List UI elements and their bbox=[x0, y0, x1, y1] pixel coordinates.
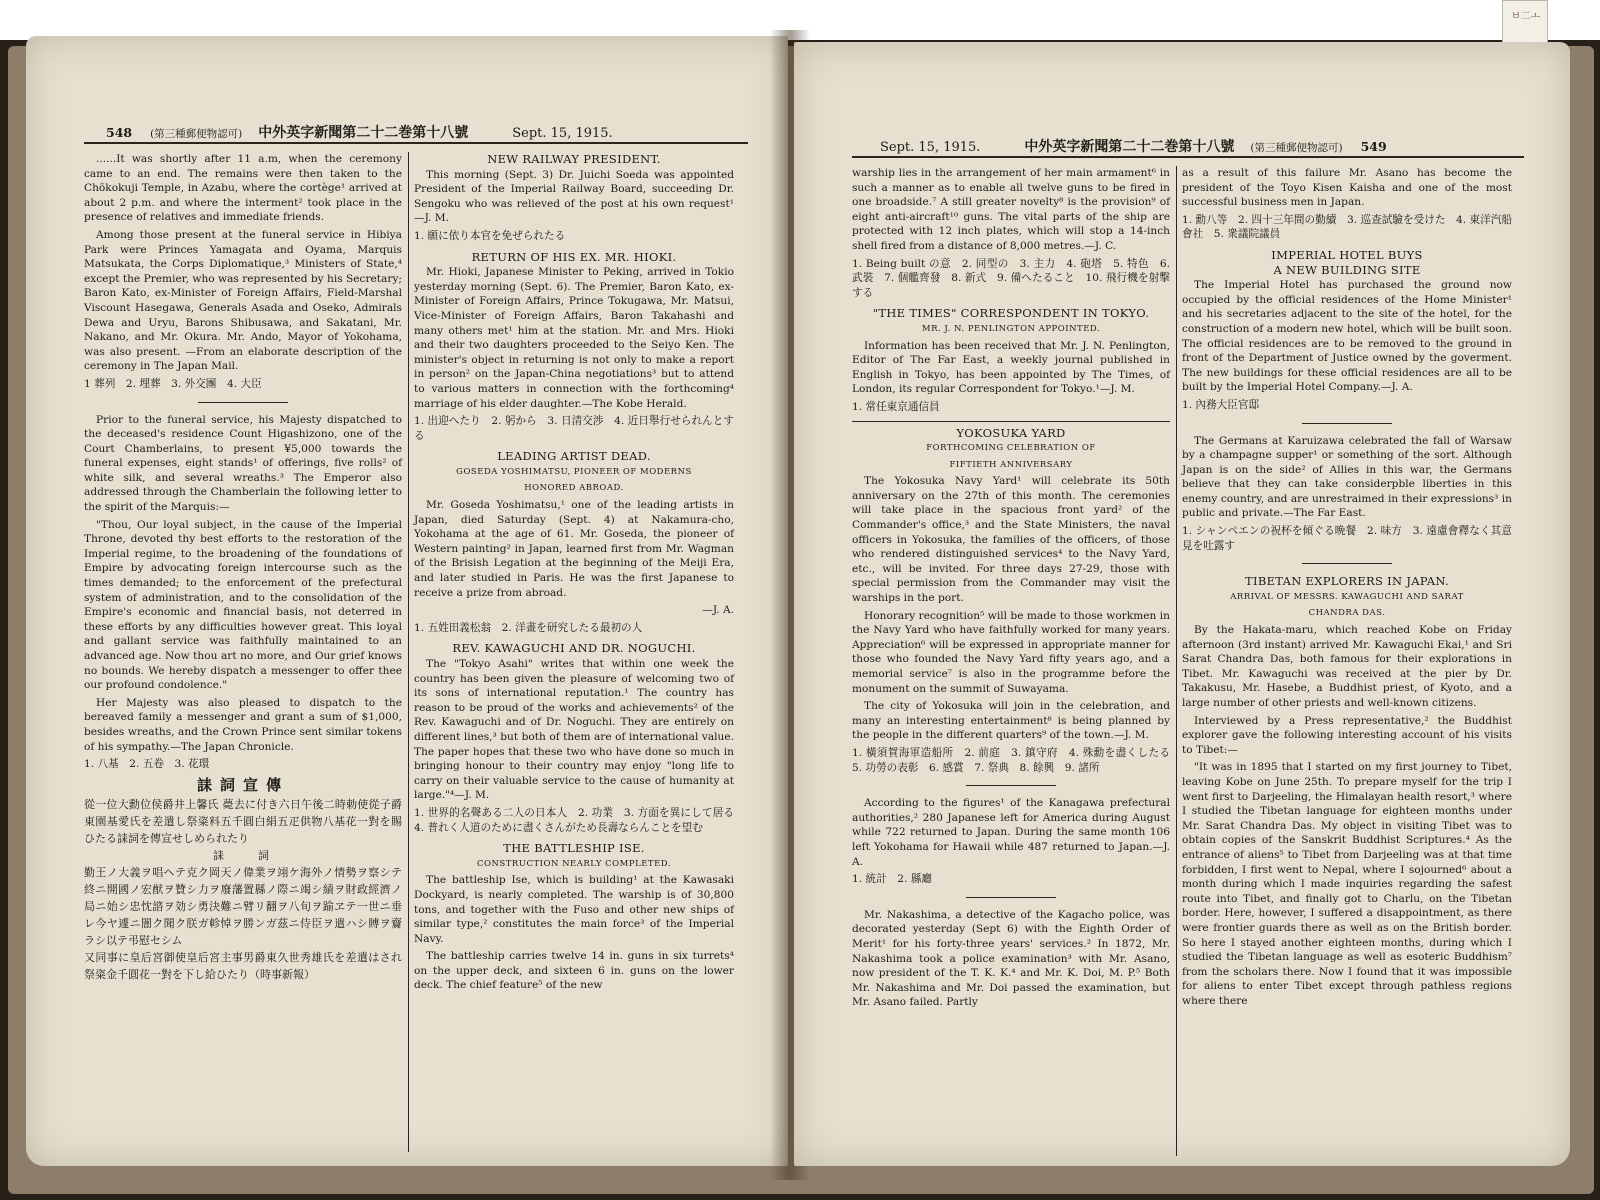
page-number: 549 bbox=[1360, 139, 1387, 154]
article-paragraph: This morning (Sept. 3) Dr. Juichi Soeda was appointed President of the Imperial Railway Board, succeeding Dr. Sengoku who was relieved of the post at his own request¹—J. M. bbox=[414, 168, 734, 225]
article-paragraph: By the Hakata-maru, which reached Kobe on Friday afternoon (3rd instant) arrived Mr. Kawaguchi Ekai,¹ and Sri Sarat Chandra Das, both famous for their explorations in Tibet. Mr. Kawaguchi was received at the pier by Dr. Takakusu, Mr. Hasebe, a Buddhist priest, of Kyoto, and a large number of other priests and well-known citizens. bbox=[1182, 624, 1512, 709]
glossary-line: 1. 八基 2. 五卷 3. 花環 bbox=[84, 758, 210, 771]
article-subheading: CONSTRUCTION NEARLY COMPLETED. bbox=[476, 858, 672, 869]
left-column-1 bbox=[84, 152, 402, 1152]
section-separator bbox=[852, 421, 1170, 422]
article-subheading: MR. J. N. PENLINGTON APPOINTED. bbox=[921, 323, 1101, 334]
newspaper-title: 中外英字新聞第二十二巻第十八號 bbox=[258, 125, 469, 141]
article-heading: A NEW BUILDING SITE bbox=[1273, 262, 1421, 277]
section-separator bbox=[966, 785, 1056, 786]
page-number: 548 bbox=[106, 125, 133, 140]
article-paragraph: The Yokosuka Navy Yard¹ will celebrate its 50th anniversary on the 27th of this month. The ceremonies will take place in the spacious front yard² of the Commander's office,³ and the State Ministers, the naval officers in Yokosuka, the families of the officers, of those who rendered distinguished services⁴ to the Navy Yard, etc., will be invited. For three days 27-29, those with special permission from the Commander may visit the warships in the port. bbox=[852, 475, 1170, 605]
article-subheading: HONORED ABROAD. bbox=[524, 483, 624, 494]
postal-permit: (第三種郵便物認可) bbox=[150, 128, 243, 140]
article-paragraph: "Thou, Our loyal subject, in the cause of the Imperial Throne, devoted thy best efforts to the restoration of the Imperial regime, to the broadening of the foundations of Empire by advocating foreign intercourse such as the times demanded; to the enforcement of the prefectural system of administration, and to the consolidation of the Empire's economic and financial basis, not deterred in these efforts by any difficulties however great. This loyal and gallant service was faithfully maintained to an advanced age. Now thou art no more, and Our grief knows no bounds. We hereby dispatch a messenger to offer thee our profound condolence." bbox=[84, 518, 402, 692]
section-separator bbox=[1302, 563, 1392, 564]
issue-date: Sept. 15, 1915. bbox=[512, 126, 613, 141]
binding-tag: ㅂ二ㅗ bbox=[1502, 0, 1548, 44]
article-subheading: GOSEDA YOSHIMATSU, PIONEER OF MODERNS bbox=[456, 466, 692, 477]
glossary-line: 1. 世界的名聲ある二人の日本人 2. 功業 3. 方面を異にして居る 4. 普れく人道のために盡くさんがため長壽ならんことを望む bbox=[414, 806, 745, 834]
article-paragraph: The city of Yokosuka will join in the celebration, and many an interesting entertainment⁸ is being planned by the people in the different quarters⁹ of the town.—J. M. bbox=[852, 700, 1170, 742]
section-separator bbox=[198, 402, 288, 403]
article-paragraph: ......It was shortly after 11 a.m, when the ceremony came to an end. The remains were then taken to the Chōkokuji Temple, in Azabu, where the cortège¹ arrived at about 2 p.m. and where the interment² took place in the presence of relatives and immediate friends. bbox=[84, 153, 402, 224]
article-heading: NEW RAILWAY PRESIDENT. bbox=[487, 152, 661, 166]
japanese-subtitle: 誄 詞 bbox=[213, 849, 273, 863]
article-paragraph: warship lies in the arrangement of her main armament⁶ in such a manner as to enable all twelve guns to be fired in one broadside.⁷ A still greater novelty⁸ is the provision⁹ of eight anti-aircraft¹⁰ guns. The vital parts of the ship are protected with 12 inch plates, which will stop a 14-inch shell fired from a distance of 8,000 metres.—J. C. bbox=[852, 167, 1170, 252]
glossary-line: 1. 內務大臣官邸 bbox=[1182, 398, 1260, 411]
right-page bbox=[794, 42, 1570, 1166]
column-rule bbox=[408, 152, 409, 1152]
article-paragraph: Interviewed by a Press representative,² the Buddhist explorer gave the following interesting account of his visits to Tibet:— bbox=[1182, 714, 1512, 756]
article-paragraph: Mr. Nakashima, a detective of the Kagacho police, was decorated yesterday (Sept 6) with the Eighth Order of Merit¹ for his forty-three years' services.² In 1872, Mr. Nakashima took a police examination³ with Mr. Asano, now president of the T. K. K.⁴ and Mr. K. Doi, M. P.⁵ Both Mr. Nakashima and Mr. Doi passed the examination, but Mr. Asano failed. Partly bbox=[852, 908, 1170, 1009]
glossary-line: 1. 常任東京通信員 bbox=[852, 400, 940, 413]
article-paragraph: Honorary recognition⁵ will be made to those workmen in the Navy Yard who have faithfully worked for many years. Appreciation⁶ will be expressed in appropriate manner for those who founded the Navy Yard fifty years ago, and a memorial service⁷ is also in the programme before the monument on the summit of Suwayama. bbox=[852, 609, 1170, 695]
article-subheading: CHANDRA DAS. bbox=[1308, 608, 1386, 619]
column-rule bbox=[1176, 166, 1177, 1156]
article-paragraph: as a result of this failure Mr. Asano has become the president of the Toyo Kisen Kaisha and one of the most successful business men in Japan. bbox=[1182, 167, 1512, 209]
header-rule bbox=[84, 142, 748, 144]
glossary-line: 1. Being built の意 2. 同型の 3. 主力 4. 砲塔 5. 特色 6. 武裝 7. 個艦齊發 8. 新式 9. 備へたること 10. 飛行機を射擊する bbox=[852, 257, 1170, 299]
article-paragraph: Among those present at the funeral service in Hibiya Park were Princes Yamagata and Oyama, Marquis Matsukata, the Corps Diplomatique,³ Ministers of State,⁴ except the Premier, who was represented by his Secretary; Baron Kato, ex-Minister of Foreign Affairs, Field-Marshal Viscount Hasegawa, Generals Asada and Oseko, Admirals Dewa and Uryu, Barons Shibusawa, and Sakatani, Mr. Nakano, and Mr. Okura. Mr. Ando, Mayor of Yokohama, was also present. —From an elaborate description of the ceremony in The Japan Mail. bbox=[84, 228, 402, 373]
section-separator bbox=[966, 897, 1056, 898]
header-rule bbox=[852, 156, 1524, 158]
section-separator bbox=[1302, 423, 1392, 424]
glossary-line: 1. 五姓田義松翁 2. 洋畫を研究したる最初の人 bbox=[414, 621, 643, 634]
glossary-line: 1. 勳八等 2. 四十三年間の勤續 3. 巡查試驗を受けた 4. 東洋汽船會社 5. 衆議院議員 bbox=[1182, 213, 1512, 241]
right-column-1 bbox=[852, 166, 1181, 1156]
article-paragraph: Information has been received that Mr. J. N. Penlington, Editor of The Far East, a weekly journal published in English in Tokyo, has been appointed by The Times, of London, its regular Correspondent for Tokyo.¹—J. M. bbox=[852, 339, 1170, 396]
glossary-line: 1. 橫須賀海軍造船所 2. 前庭 3. 鎮守府 4. 殊勳を盡くしたる 5. 功勞の表彰 6. 感賞 7. 祭典 8. 餘興 9. 諸所 bbox=[852, 746, 1181, 774]
glossary-line: 1. 願に依り本官を免ぜられたる bbox=[414, 229, 566, 242]
glossary-line: 1. 統計 2. 縣廳 bbox=[852, 873, 932, 886]
article-heading: THE BATTLESHIP ISE. bbox=[503, 841, 645, 856]
glossary-line: 1. 出迎へたり 2. 躬から 3. 日清交渉 4. 近日舉行せられんとする bbox=[414, 415, 734, 442]
article-heading: YOKOSUKA YARD bbox=[956, 425, 1066, 440]
article-subheading: ARRIVAL OF MESSRS. KAWAGUCHI AND SARAT bbox=[1230, 591, 1464, 602]
japanese-text: 勤王ノ大義ヲ唱ヘテ克ク岡天ノ偉業ヲ翊ケ海外ノ情勢ヲ察シテ終ニ開國ノ宏猷ヲ贊シ力ヲ廢藩置縣ノ際ニ竭シ績ヲ財政經濟ノ局ニ始シ忠忱諮ヲ効シ勇決難ニ臂リ翻ヲ八旬ヲ踰ヱテ一世ニ垂レ今ヤ遽ニ闇ク聞ク朕ガ軫悼ヲ勝ンガ茲ニ侍臣ヲ遣ハシ賻ヲ齎ラシ以テ弔慰セシム bbox=[84, 866, 402, 948]
article-paragraph: Mr. Hioki, Japanese Minister to Peking, arrived in Tokio yesterday morning (Sept. 6). The Premier, Baron Kato, ex-Minister of Foreign Affairs, Prince Tokugawa, Mr. Matsui, Vice-Minister of Foreign Affairs, Baron Takahashi and many others met¹ him at the station. Mr. and Mrs. Hioki and their two daughters proceeded to the Seiyo Ken. The minister's object in returning is not only to make a report in person² on the Japan-China negotiations³ but to attend to various matters in connection with the forthcoming⁴ marriage of his elder daughter.—The Kobe Herald. bbox=[414, 266, 734, 410]
issue-date: Sept. 15, 1915. bbox=[880, 140, 981, 155]
article-heading: RETURN OF HIS EX. MR. HIOKI. bbox=[471, 249, 677, 264]
article-heading: "THE TIMES" CORRESPONDENT IN TOKYO. bbox=[872, 306, 1150, 321]
article-paragraph: According to the figures¹ of the Kanagawa prefectural authorities,² 280 Japanese left for America during August while 722 returned to Japan. During the same month 106 left Yokohama for Hawaii while 487 returned to Japan.—J. A. bbox=[852, 797, 1170, 868]
article-paragraph: Her Majesty was also pleased to dispatch to the bereaved family a messenger and grant a sum of $1,000, besides wreaths, and the Crown Prince sent similar tokens of his sympathy.—The Japan Chronicle. bbox=[84, 696, 402, 753]
glossary-line: 1 葬列 2. 埋葬 3. 外交團 4. 大臣 bbox=[84, 377, 262, 390]
article-subheading: FORTHCOMING CELEBRATION OF bbox=[926, 443, 1096, 454]
article-subheading: FIFTIETH ANNIVERSARY bbox=[949, 459, 1073, 470]
article-heading: TIBETAN EXPLORERS IN JAPAN. bbox=[1245, 574, 1449, 589]
article-paragraph: The battleship carries twelve 14 in. guns in six turrets⁴ on the upper deck, and sixteen 6 in. guns on the lower deck. The chief feature⁵ of the new bbox=[414, 950, 734, 992]
article-paragraph: Mr. Goseda Yoshimatsu,¹ one of the leading artists in Japan, died Saturday (Sept. 4) at Nakamura-cho, Yokohama at the age of 61. Mr. Goseda, the pioneer of Western painting² in Japan, learned first from Mr. Wagman of the Brisish Legation at the beginning of the Meiji Era, and later studied in Paris. He was the first Japanese to receive a prize from abroad. bbox=[414, 499, 734, 599]
newspaper-title: 中外英字新聞第二十二巻第十八號 bbox=[1024, 139, 1235, 155]
japanese-title: 誄詞宣傳 bbox=[196, 775, 289, 794]
left-column-2 bbox=[414, 152, 745, 1152]
right-page-header bbox=[880, 136, 1387, 156]
glossary-line: 1. シャンペエンの祝杯を傾ぐる晩餐 2. 味方 3. 遠慮會釋なく其意見を吐露す bbox=[1182, 525, 1512, 552]
article-paragraph: "It was in 1895 that I started on my first journey to Tibet, leaving Kobe on June 25th. To prepare myself for the trip I went first to Darjeeling, the Himalayan health resort,³ where I studied the Tibetan language for eighteen months under Mr. Sarat Chandra Das. My object in visiting Tibet was to obtain copies of the Sanskrit Buddhist Scriptures.⁴ As the entrance of aliens⁵ to Tibet from Darjeeling was at that time forbidden, I first went to Nepal, where I sojourned⁶ about a month during which I made inquiries regarding the safest route into Tibet, and finally got to Charlu, on the Tibetan border. Here, however, I suffered a disappointment, as there were frontier guards there as well as on the British border. So here I stayed another eighteen months, during which I studied the Tibetan language as well as esoteric Buddhism⁷ from the scholars there. Now I found that it was impossible for aliens to enter Tibet except through pathless regions where there bbox=[1182, 761, 1512, 1007]
article-signature: —J. A. bbox=[702, 604, 734, 617]
article-paragraph: The Imperial Hotel has purchased the ground now occupied by the official residences of the Home Minister¹ and his secretaries adjacent to the site of the hotel, for the construction of a modern new hotel, which will be built soon. The official residences are to be removed to the ground in front of the Department of Justice owned by the goverment. The new buildings for these official residences are all to be built by the Imperial Hotel Company.—J. A. bbox=[1182, 279, 1512, 394]
right-column-2 bbox=[1182, 166, 1512, 1156]
article-heading: LEADING ARTIST DEAD. bbox=[497, 449, 651, 464]
article-paragraph: Prior to the funeral service, his Majesty dispatched to the deceased's residence Count Higashizono, one of the Court Chamberlains, to present ¥5,000 towards the funeral expenses, eight stands¹ of offerings, five rolls² of white silk, and several wreaths.³ The Emperor also addressed through the Chamberlain the following letter to the spirit of the Marquis:— bbox=[84, 413, 402, 514]
postal-permit: (第三種郵便物認可) bbox=[1250, 142, 1343, 154]
article-heading: REV. KAWAGUCHI AND DR. NOGUCHI. bbox=[452, 641, 696, 656]
left-page bbox=[26, 36, 788, 1166]
left-page-header bbox=[106, 122, 613, 142]
article-paragraph: The battleship Ise, which is building¹ at the Kawasaki Dockyard, is nearly completed. The warship is of 30,800 tons, and together with the Fuso and other new ships of similar type,² constitutes the main force³ of the Imperial Navy. bbox=[414, 874, 734, 945]
article-paragraph: The "Tokyo Asahi" writes that within one week the country has been given the pleasure of welcoming two of its sons of international reputation.¹ The country has reason to be proud of the works and achievements² of the Rev. Kawaguchi and of Dr. Noguchi. They are entirely on different lines,³ but both of them are of international value. The paper hopes that these two who have done so much in bringing honour to their country may enjoy "long life to carry on their valuable service to the cause of humanity at large."⁴—J. M. bbox=[414, 658, 734, 802]
japanese-text: 又同事に皇后宮御使皇后宮主事男爵東久世秀雄氏を差遣はされ祭粢金千圓花一對を下し給ひたり（時事新報） bbox=[84, 951, 402, 982]
article-heading: IMPERIAL HOTEL BUYS bbox=[1271, 247, 1423, 262]
japanese-text: 從一位大勳位侯爵井上馨氏 薨去に付き六日午後二時勅使從子爵東園基愛氏を差遣し祭粢料五千圓白絹五疋供物八基花一對を賜ひたる誄詞を傳宣せしめられたり bbox=[84, 798, 402, 846]
article-paragraph: The Germans at Karuizawa celebrated the fall of Warsaw by a champagne supper¹ or something of the sort. Although Japan is on the side² of Allies in this war, the Germans believe that they can take considerpble liberties in this enemy country, and are unrestraimed in their expressions³ in public and private.—The Far East. bbox=[1182, 434, 1512, 520]
